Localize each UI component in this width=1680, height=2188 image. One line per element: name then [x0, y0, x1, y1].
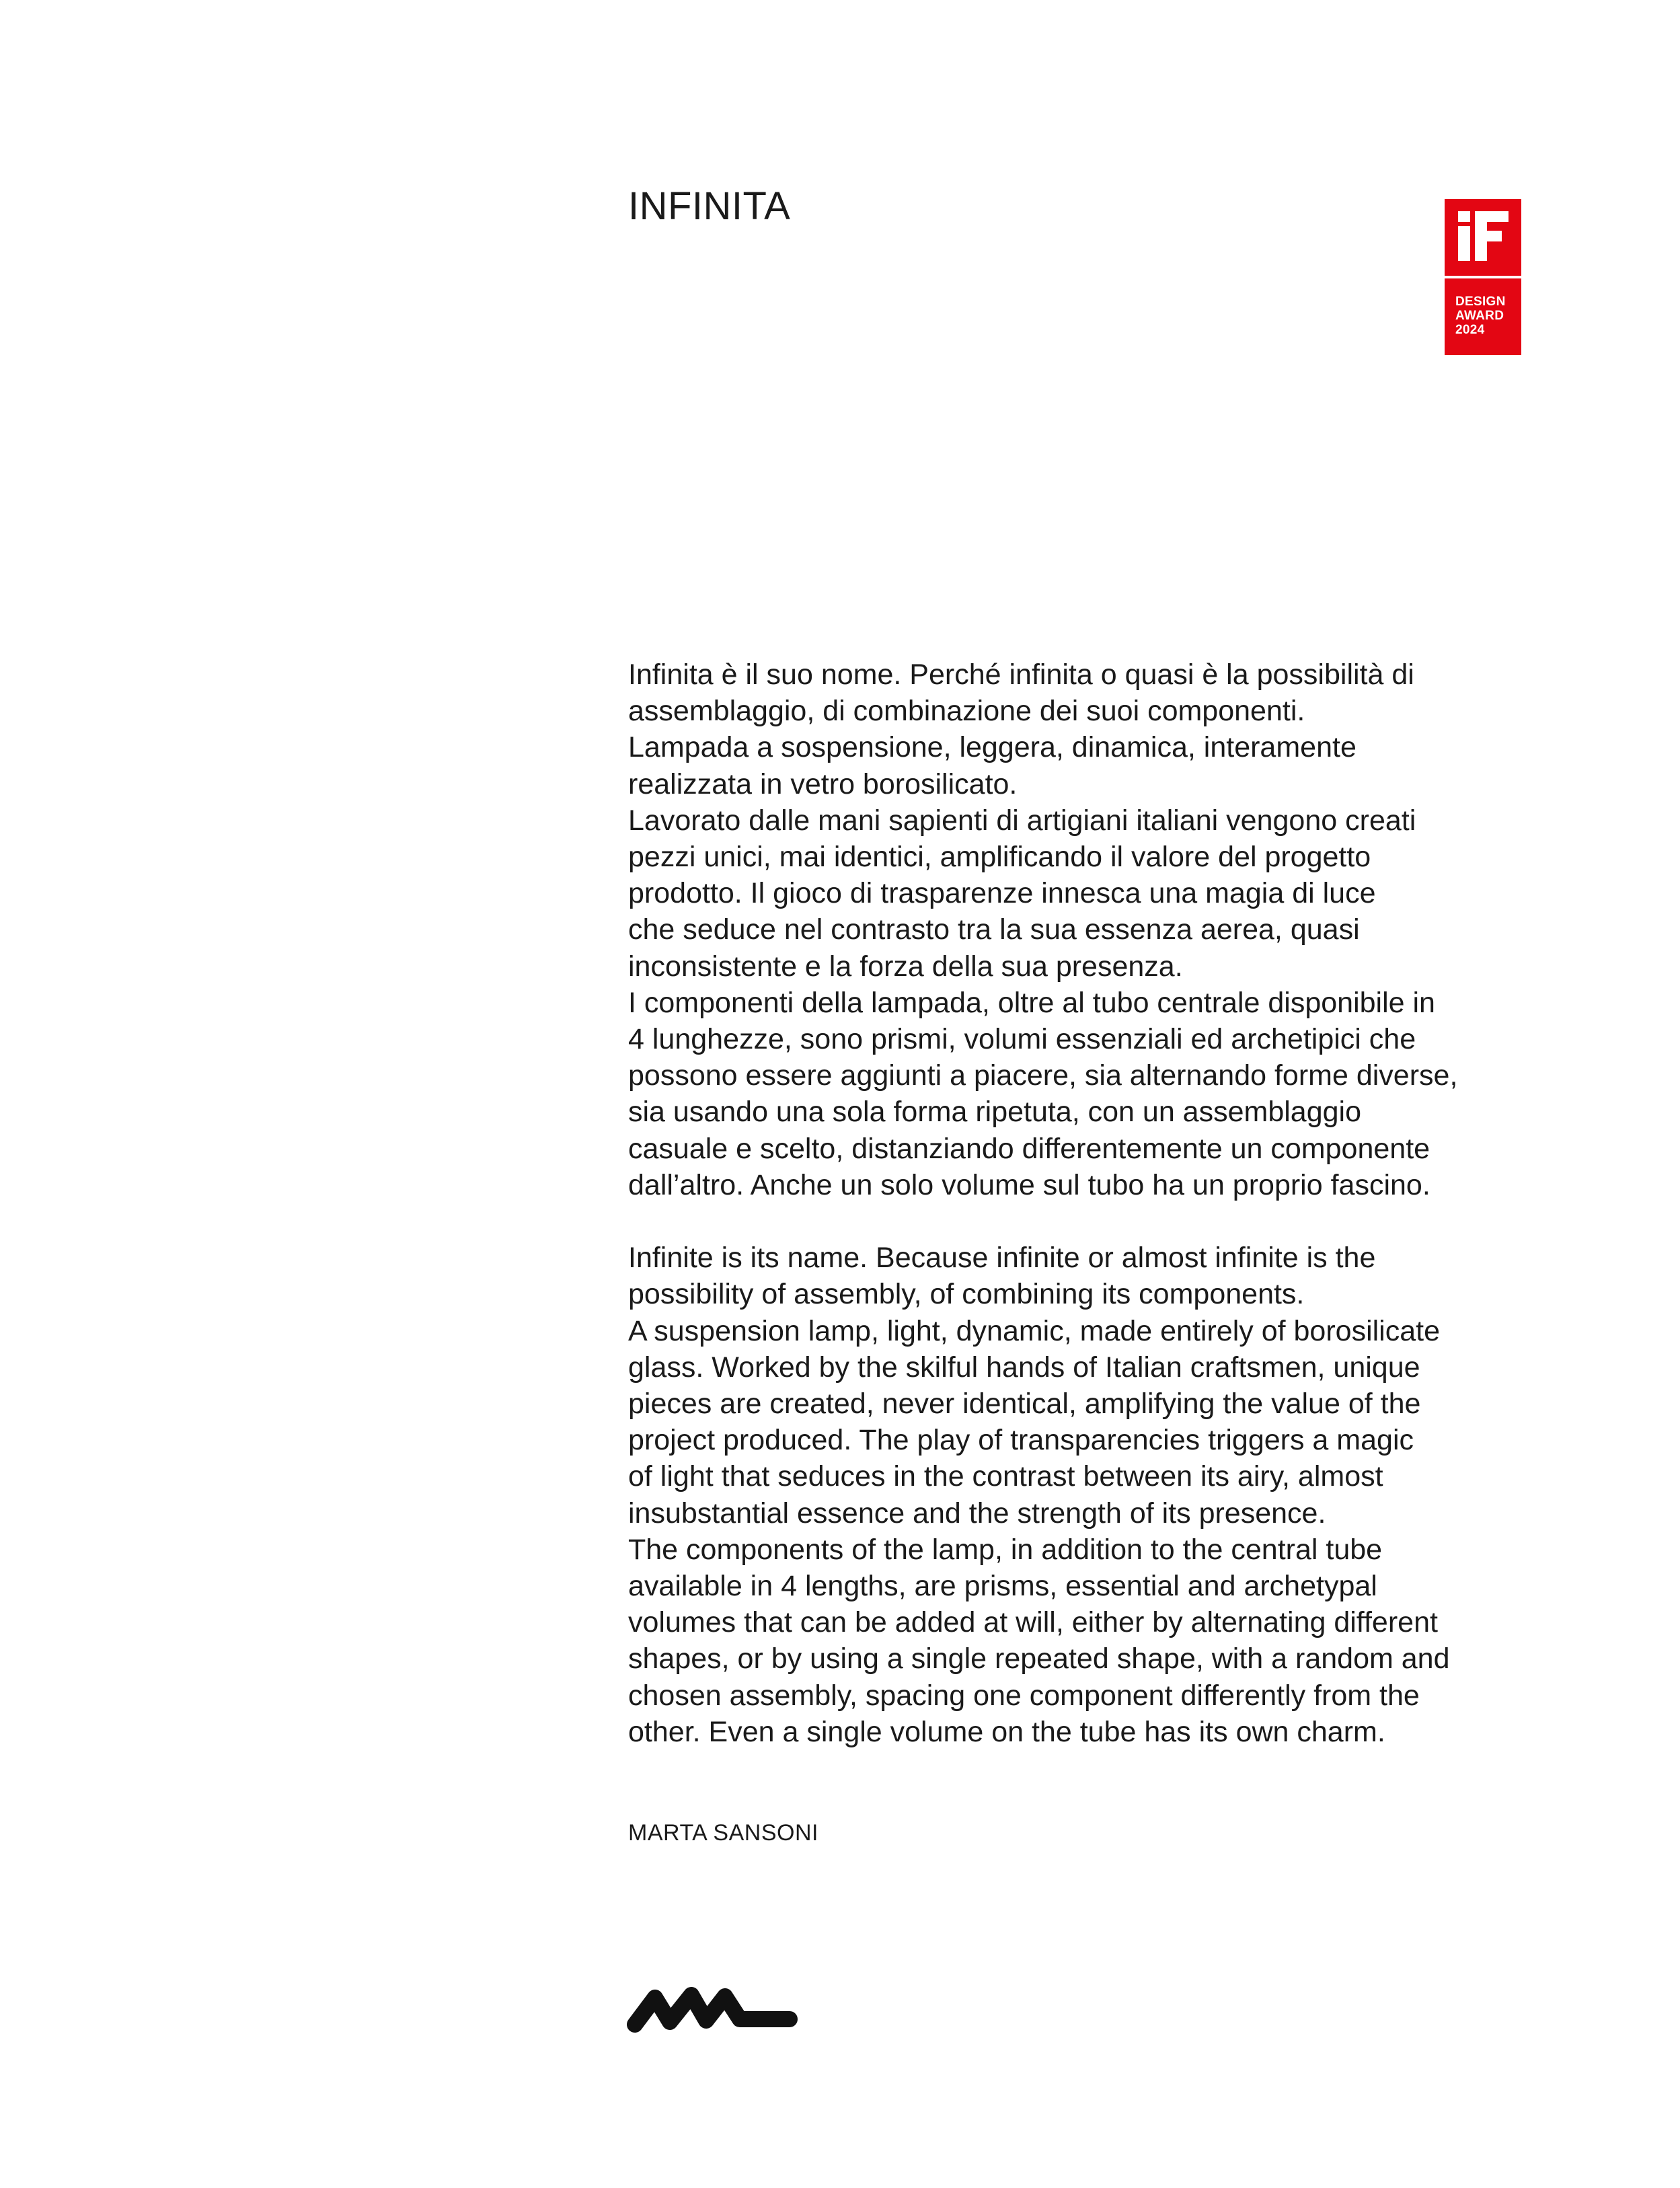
- text-line: chosen assembly, spacing one component differently from the: [628, 1679, 1420, 1712]
- description-text: [628, 656, 1570, 1750]
- award-label: [1445, 278, 1521, 355]
- text-line: of light that seduces in the contrast between its airy, almost: [628, 1460, 1383, 1493]
- page-title: INFINITA: [628, 184, 791, 228]
- brand-wave-icon: [625, 1982, 800, 2035]
- award-line-award: AWARD: [1455, 309, 1504, 323]
- brand-logo: [625, 1982, 800, 2039]
- text-line: insubstantial essence and the strength of its presence.: [628, 1497, 1326, 1530]
- text-line: Infinite is its name. Because infinite or almost infinite is the: [628, 1242, 1376, 1275]
- designer-name: MARTA SANSONI: [628, 1820, 818, 1846]
- italian-paragraph: [628, 656, 1570, 1203]
- english-paragraph: [628, 1240, 1570, 1750]
- text-line: assemblaggio, di combinazione dei suoi componenti.: [628, 695, 1305, 728]
- text-line: other. Even a single volume on the tube has its own charm.: [628, 1715, 1385, 1748]
- text-line: The components of the lamp, in addition to the central tube: [628, 1533, 1383, 1566]
- text-line: shapes, or by using a single repeated shape, with a random and: [628, 1643, 1450, 1675]
- text-line: prodotto. Il gioco di trasparenze innesca una magia di luce: [628, 877, 1376, 910]
- if-logo-icon: [1445, 199, 1521, 276]
- if-logo: [1445, 199, 1521, 276]
- text-line: realizzata in vetro borosilicato.: [628, 767, 1018, 800]
- text-line: volumes that can be added at will, either by alternating different: [628, 1606, 1438, 1639]
- text-line: pezzi unici, mai identici, amplificando il valore del progetto: [628, 841, 1371, 874]
- text-line: inconsistente e la forza della sua presenza.: [628, 950, 1183, 983]
- text-line: A suspension lamp, light, dynamic, made entirely of borosilicate: [628, 1314, 1441, 1347]
- text-line: available in 4 lengths, are prisms, essential and archetypal: [628, 1570, 1377, 1603]
- text-line: 4 lunghezze, sono prismi, volumi essenziali ed archetipici che: [628, 1023, 1416, 1056]
- text-line: possono essere aggiunti a piacere, sia alternando forme diverse,: [628, 1059, 1458, 1092]
- text-line: glass. Worked by the skilful hands of Italian craftsmen, unique: [628, 1351, 1420, 1384]
- award-line-design: DESIGN: [1455, 295, 1506, 309]
- text-line: I componenti della lampada, oltre al tubo centrale disponibile in: [628, 986, 1435, 1019]
- if-design-award-badge: [1445, 199, 1521, 355]
- text-line: che seduce nel contrasto tra la sua essenza aerea, quasi: [628, 913, 1360, 946]
- text-line: Infinita è il suo nome. Perché infinita o quasi è la possibilità di: [628, 658, 1414, 691]
- text-line: casuale e scelto, distanziando differentemente un componente: [628, 1132, 1430, 1165]
- text-line: sia usando una sola forma ripetuta, con un assemblaggio: [628, 1096, 1362, 1129]
- text-line: possibility of assembly, of combining its components.: [628, 1278, 1305, 1311]
- text-line: pieces are created, never identical, amplifying the value of the: [628, 1388, 1421, 1421]
- text-line: Lampada a sospensione, leggera, dinamica, interamente: [628, 731, 1357, 764]
- text-line: dall’altro. Anche un solo volume sul tubo ha un proprio fascino.: [628, 1168, 1430, 1201]
- award-line-year: 2024: [1455, 323, 1485, 337]
- text-line: project produced. The play of transparencies triggers a magic: [628, 1424, 1414, 1457]
- text-line: Lavorato dalle mani sapienti di artigiani italiani vengono creati: [628, 804, 1416, 837]
